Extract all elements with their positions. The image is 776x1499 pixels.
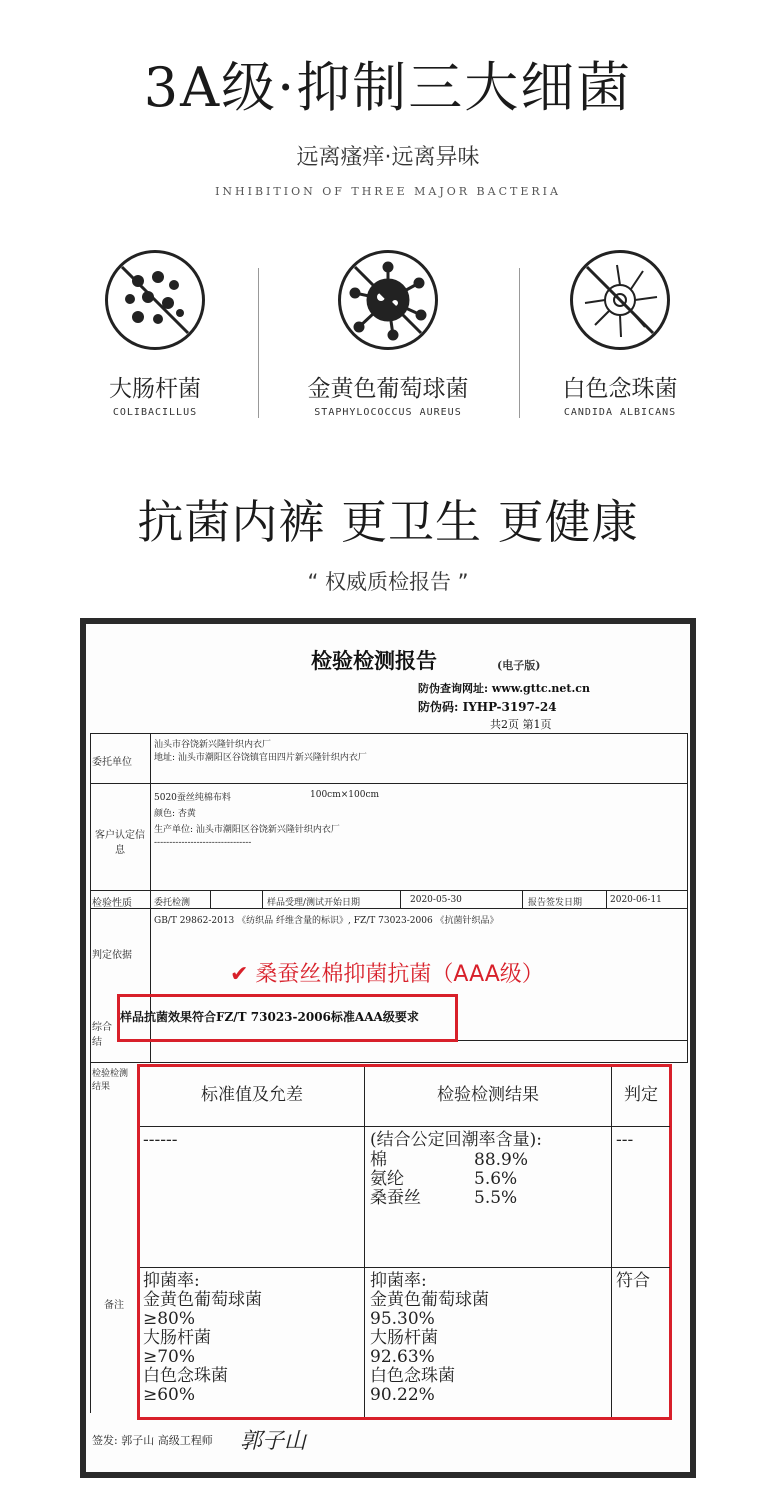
bacteria-en: CANDIDA ALBICANS [563, 407, 677, 418]
signature: 郭子山 [240, 1429, 307, 1454]
english-subtitle: INHIBITION OF THREE MAJOR BACTERIA [215, 185, 561, 198]
grid-line [90, 890, 688, 891]
grid-line [210, 890, 211, 908]
grid-line [90, 783, 688, 784]
client-name: 汕头市谷饶新兴隆针织内衣厂 [154, 740, 272, 750]
candida-icon [570, 250, 670, 350]
page-subtitle: 远离瘙痒·远离异味 [296, 145, 480, 170]
nature-value: 委托检测 [154, 898, 191, 908]
grid-line [140, 1126, 670, 1127]
row1-name: 氨纶 [370, 1169, 404, 1189]
summary-text: 样品抗菌效果符合FZ/T 73023-2006标准AAA级要求 [120, 1010, 419, 1024]
grid-line [687, 733, 688, 1063]
row2-judge: 符合 [616, 1271, 650, 1291]
row2-standard-line: 白色念珠菌 [143, 1366, 228, 1386]
report-pages: 共2页 第1页 [490, 718, 552, 731]
row2-result-line: 95.30% [370, 1309, 435, 1329]
bacteria-cn: 金黄色葡萄球菌 [307, 376, 469, 402]
grid-line [140, 1267, 670, 1268]
row2-result-line: 90.22% [370, 1385, 435, 1405]
sample-maker: 生产单位: 汕头市潮阳区谷饶新兴隆针织内衣厂 [154, 825, 340, 835]
sample-dash: -------------------------------- [154, 838, 252, 848]
bacteria-item-staphylococcus [273, 250, 503, 418]
bacteria-item-candida [505, 250, 735, 418]
row2-result-line: 大肠杆菌 [370, 1328, 438, 1348]
grid-line [522, 890, 523, 908]
row2-standard-line: 大肠杆菌 [143, 1328, 211, 1348]
label-conclusion: 综合结 [92, 1022, 112, 1048]
row1-name: 桑蚕丝 [370, 1188, 421, 1208]
row2-result-line: 金黄色葡萄球菌 [370, 1290, 489, 1310]
bacteria-cn: 大肠杆菌 [109, 376, 201, 402]
recv-date: 2020-05-30 [410, 895, 462, 905]
grid-line [611, 1067, 612, 1417]
label-basis: 判定依据 [92, 950, 132, 961]
sample-size: 100cm×100cm [310, 790, 380, 800]
row2-standard-line: 金黄色葡萄球菌 [143, 1290, 262, 1310]
label-client: 委托单位 [92, 757, 132, 768]
page-title: 3A级·抑制三大细菌 [143, 56, 633, 119]
row1-value: 5.6% [474, 1169, 518, 1189]
bacteria-en: COLIBACILLUS [112, 407, 198, 418]
row1-result-head: (结合公定回潮率含量): [370, 1130, 542, 1150]
row1-value: 88.9% [474, 1150, 529, 1170]
bacteria-cn: 白色念珠菌 [562, 376, 678, 402]
label-result: 检验检测结果 [92, 1069, 129, 1092]
sample-name: 5020蚕丝纯棉布料 [154, 793, 231, 803]
row2-standard-line: ≥80% [143, 1309, 196, 1329]
staphylococcus-icon [338, 250, 438, 350]
grid-line [90, 733, 91, 1413]
report-tag: (电子版) [497, 659, 541, 672]
colibacillus-icon [105, 250, 205, 350]
grid-line [400, 890, 401, 908]
label-remark: 备注 [104, 1300, 124, 1311]
row1-standard: ------ [143, 1130, 178, 1150]
grid-line [90, 1062, 688, 1063]
bacteria-en: STAPHYLOCOCCUS AUREUS [314, 407, 462, 418]
issue-label: 报告签发日期 [528, 898, 583, 908]
sample-color: 颜色: 杏黄 [154, 809, 196, 819]
report-caption: “ 权威质检报告 ” [307, 570, 469, 594]
report-title: 检验检测报告 [311, 649, 437, 673]
col-judge: 判定 [624, 1085, 658, 1105]
label-nature: 检验性质 [92, 898, 132, 909]
col-result: 检验检测结果 [437, 1085, 539, 1105]
row1-name: 棉 [370, 1150, 387, 1170]
issue-date: 2020-06-11 [610, 895, 662, 905]
recv-label: 样品受理/测试开始日期 [267, 898, 361, 908]
grid-line [90, 733, 688, 734]
divider [258, 268, 259, 418]
client-address: 地址: 汕头市潮阳区谷饶镇官田四片新兴隆针织内衣厂 [154, 753, 367, 763]
row1-value: 5.5% [474, 1188, 518, 1208]
basis-text: GB/T 29862-2013 《纺织品 纤维含量的标识》, FZ/T 73023-2006 《抗菌针织品》 [154, 916, 499, 926]
report-code: 防伪码: IYHP-3197-24 [418, 700, 557, 714]
row2-result-line: 92.63% [370, 1347, 435, 1367]
col-standard: 标准值及允差 [201, 1085, 303, 1105]
row2-result-line: 白色念珠菌 [370, 1366, 455, 1386]
slogan: 抗菌内裤 更卫生 更健康 [137, 495, 639, 549]
signer: 签发: 郭子山 高级工程师 [92, 1434, 213, 1447]
row2-standard-line: ≥70% [143, 1347, 196, 1367]
aaa-stamp: ✔ 桑蚕丝棉抑菌抗菌（AAA级） [230, 962, 544, 987]
grid-line [90, 908, 688, 909]
label-sample: 客户认定信息 [95, 830, 145, 856]
bacteria-item-colibacillus [40, 250, 270, 418]
row2-result-line: 抑菌率: [370, 1271, 427, 1291]
grid-line [606, 890, 607, 908]
grid-line [364, 1067, 365, 1417]
row2-standard-line: ≥60% [143, 1385, 196, 1405]
report-url: 防伪查询网址: www.gttc.net.cn [418, 682, 591, 695]
grid-line [262, 890, 263, 908]
row1-judge: --- [616, 1130, 634, 1150]
row2-standard-line: 抑菌率: [143, 1271, 200, 1291]
